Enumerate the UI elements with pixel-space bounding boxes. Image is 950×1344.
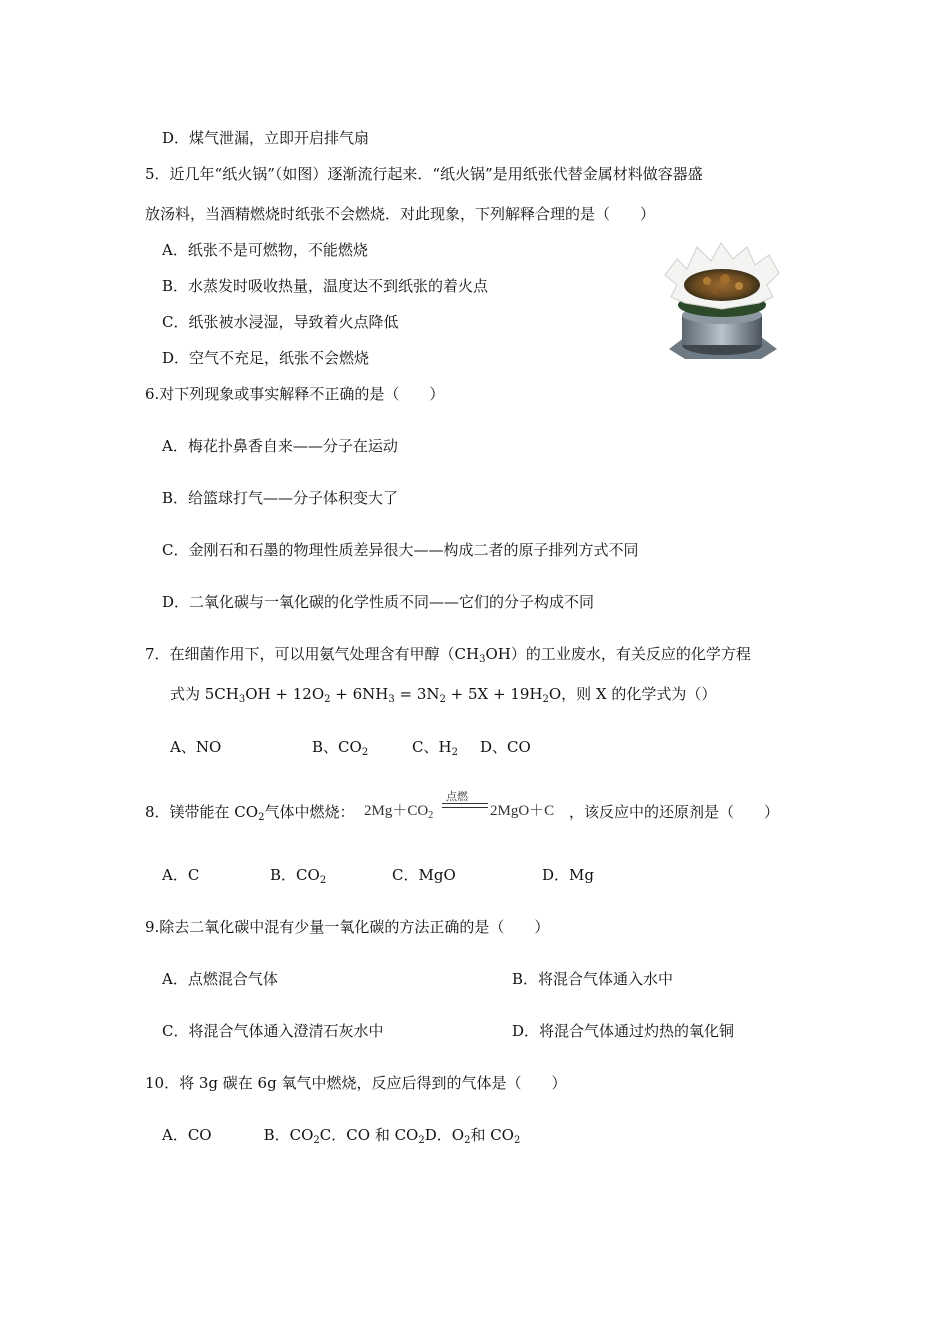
q10-option-d: D．$O_2$和 $CO_2$: [424, 1126, 521, 1146]
q6-option-a: A．梅花扑鼻香自来——分子在运动: [162, 437, 398, 455]
q6-stem: 6.对下列现象或事实解释不正确的是（ ）: [145, 385, 445, 403]
q6-option-c: C．金刚石和石墨的物理性质差异很大——构成二者的原子排列方式不同: [162, 541, 639, 559]
q7-option-b: B、$CO_2$: [312, 738, 369, 758]
q10-options: [162, 1125, 520, 1145]
q8-option-a: A．C: [162, 866, 200, 884]
q4-option-d: D．煤气泄漏，立即开启排气扇: [162, 129, 370, 147]
q8-stem-start: 8．镁带能在 $CO_2$气体中燃烧：: [145, 803, 355, 823]
q5-option-a: A．纸张不是可燃物，不能燃烧: [162, 241, 368, 259]
q5-stem-line1: 5．近几年“纸火锅”（如图）逐渐流行起来．“纸火锅”是用纸张代替金属材料做容器盛: [145, 165, 703, 183]
q10-option-a: A．CO: [162, 1126, 212, 1144]
q8-option-d: D．Mg: [542, 866, 594, 884]
q7-stem: 7．在细菌作用下，可以用氨气处理含有甲醇$(CH_3OH)$的工业废水，有关反应的化学方程: [145, 645, 751, 665]
q9-option-a: A．点燃混合气体: [162, 970, 278, 988]
q8-option-b: B．$CO_2$: [270, 866, 327, 886]
q10-option-c: C．CO 和 $CO_2$: [319, 1126, 425, 1146]
q7-option-d: D、CO: [480, 738, 531, 756]
q10-option-b: B．$CO_2$: [263, 1126, 320, 1146]
q8-option-c: C．MgO: [392, 866, 456, 884]
q5-stem-line2: 放汤料，当酒精燃烧时纸张不会燃烧．对此现象，下列解释合理的是（ ）: [145, 205, 656, 223]
q8-stem-end: ，该反应中的还原剂是（ ）: [569, 803, 780, 821]
q10-stem: 10．将 3g 碳在 6g 氧气中燃烧，反应后得到的气体是（ ）: [145, 1074, 567, 1092]
q9-option-c: C．将混合气体通入澄清石灰水中: [162, 1022, 384, 1040]
q9-stem: 9.除去二氧化碳中混有少量一氧化碳的方法正确的是（ ）: [145, 918, 550, 936]
q7-equation: 式为 $5CH_3OH + 12O_2 + 6NH_3 = 3N_2 + 5X + 19H_2O$，则 X 的化学式为（）: [170, 685, 717, 705]
q9-option-b: B．将混合气体通入水中: [512, 970, 674, 988]
q5-option-b: B．水蒸发时吸收热量，温度达不到纸张的着火点: [162, 277, 489, 295]
q5-option-c: C．纸张被水浸湿，导致着火点降低: [162, 313, 399, 331]
paper-hotpot-figure: [663, 241, 781, 361]
q7-option-a: A、NO: [170, 738, 222, 756]
q5-option-d: D．空气不充足，纸张不会燃烧: [162, 349, 370, 367]
q6-option-d: D．二氧化碳与一氧化碳的化学性质不同——它们的分子构成不同: [162, 593, 595, 611]
q8-reaction-equation: $2Mg+CO_2$ 点燃 2MgO＋C: [364, 791, 555, 821]
q6-option-b: B．给篮球打气——分子体积变大了: [162, 489, 399, 507]
q7-option-c: C、$H_2$: [412, 738, 458, 758]
q9-option-d: D．将混合气体通过灼热的氧化铜: [512, 1022, 735, 1040]
